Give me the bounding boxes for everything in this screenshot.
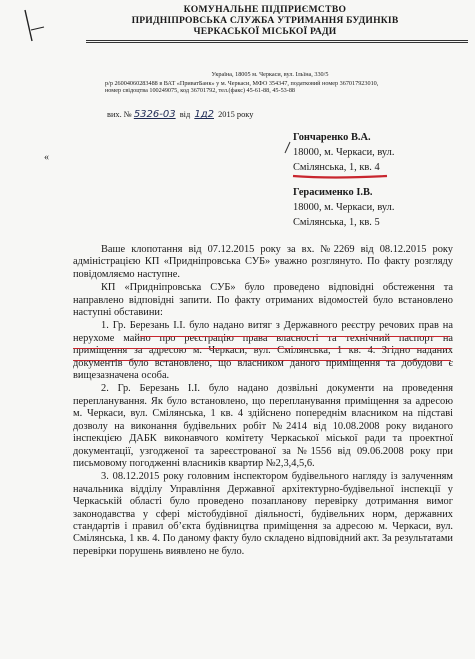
recipient-block	[293, 130, 394, 175]
outgoing-prefix: вих. №	[107, 110, 132, 119]
body-paragraph: Ваше клопотання від 07.12.2015 року за вх. №2269 від 08.12.2015 року адміністрацією КП «Придніпровська СУБ» уважно розглянуто. По факту розгляду повідомляємо наступне.	[73, 244, 453, 280]
recipient-name: Гончаренко В.А.	[293, 132, 371, 143]
red-pen-underline	[73, 348, 451, 349]
outgoing-number-handwritten: 5326-03	[133, 109, 176, 120]
letterhead-divider-thin	[86, 42, 468, 43]
org-name-line3: ЧЕРКАСЬКОЇ МІСЬКОЇ РАДИ	[193, 26, 337, 37]
bank-line: р/р 26004060283488 в ВАТ «ПриватБанк» у м. Черкаси, МФО 354347, податковий номер 367017923010,	[105, 80, 379, 87]
org-bank-details	[105, 80, 465, 95]
recipient-name: Герасименко І.В.	[293, 187, 373, 198]
org-name-line2: ПРИДНІПРОВСЬКА СЛУЖБА УТРИМАННЯ БУДИНКІВ	[131, 15, 399, 26]
recipient-address-line: 18000, м. Черкаси, вул.	[293, 147, 395, 158]
body-paragraph: 3. 08.12.2015 року головним інспектором будівельного нагляду із залученням начальника відділу Управління Державної архітектурно-будівельної інспекції у Черкаській області було проведено позапланову перевірку дотримання вимог законодавства у сфері містобудівної діяльності, будівельних норм, державних стандартів і правил об’єкта будівництва приміщення за адресою м. Черкаси, вул. Смілянська, 1 кв. 4. По даному факту було складено відповідний акт. За результатами перевірки порушень виявлено не було.	[73, 471, 453, 557]
red-pen-underline	[73, 360, 451, 361]
bank-line: номер свідоцтва 100249075, код 36701792, тел.(факс) 45-61-88, 45-53-88	[105, 87, 296, 95]
body-paragraph: 2. Гр. Березань І.І. було надано дозвільні документи на проведення перепланування. Як було встановлено, що перепланування приміщення за адресою м. Черкаси, вул. Смілянська, 1 кв. 4 здійснено попереднім власником на підставі дозволу на виконання будівельних робіт №2414 від 10.08.2008 року виданого інспекцією ДАБК виконавчого комітету Черкаської міської ради та проектної документації, узгодженої та зареєстрованої за №1556 від 09.06.2008 року при письмовому погодженні власників квартир №2,3,4,5,6.	[73, 383, 453, 469]
outgoing-separator: від	[179, 110, 191, 119]
handwritten-mark	[22, 8, 46, 44]
recipient-address-line: Смілянська, 1, кв. 4	[293, 162, 380, 173]
body-paragraph: КП «Придніпровська СУБ» було проведено відповідні обстеження та направлено відповідні запити. По факту отриманих відомостей було встановлено наступні обставини:	[73, 282, 453, 319]
red-pen-underline	[140, 336, 450, 337]
letterhead	[90, 4, 440, 37]
recipient-address-line: 18000, м. Черкаси, вул.	[293, 202, 395, 213]
recipient-address-line: Смілянська, 1, кв. 5	[293, 217, 380, 228]
red-pen-underline	[292, 174, 388, 179]
letter-body	[73, 244, 453, 559]
outgoing-year: 2015 року	[218, 110, 254, 119]
handwritten-tick	[282, 141, 292, 155]
margin-mark: «	[44, 152, 49, 163]
outgoing-number	[107, 109, 253, 120]
org-address: Україна, 18005 м. Черкаси, вул. Ільїна, 330/5	[211, 71, 329, 78]
recipient-block	[293, 185, 394, 230]
body-paragraph: 1. Гр. Березань І.І. було надано витяг з Державного реєстру речових прав на нерухоме майно про реєстрацію права власності та технічний паспорт на приміщення за адресою м. Черкаси, вул. Смілянська, 1 кв. 4. Згідно наданих документів було встановлено, що власником даного приміщення та добудови є вищезазначена особа.	[73, 320, 453, 382]
org-name-line1: КОМУНАЛЬНЕ ПІДПРИЄМСТВО	[183, 4, 347, 15]
letterhead-divider	[86, 40, 468, 41]
outgoing-date-handwritten: 1д2	[194, 109, 214, 120]
